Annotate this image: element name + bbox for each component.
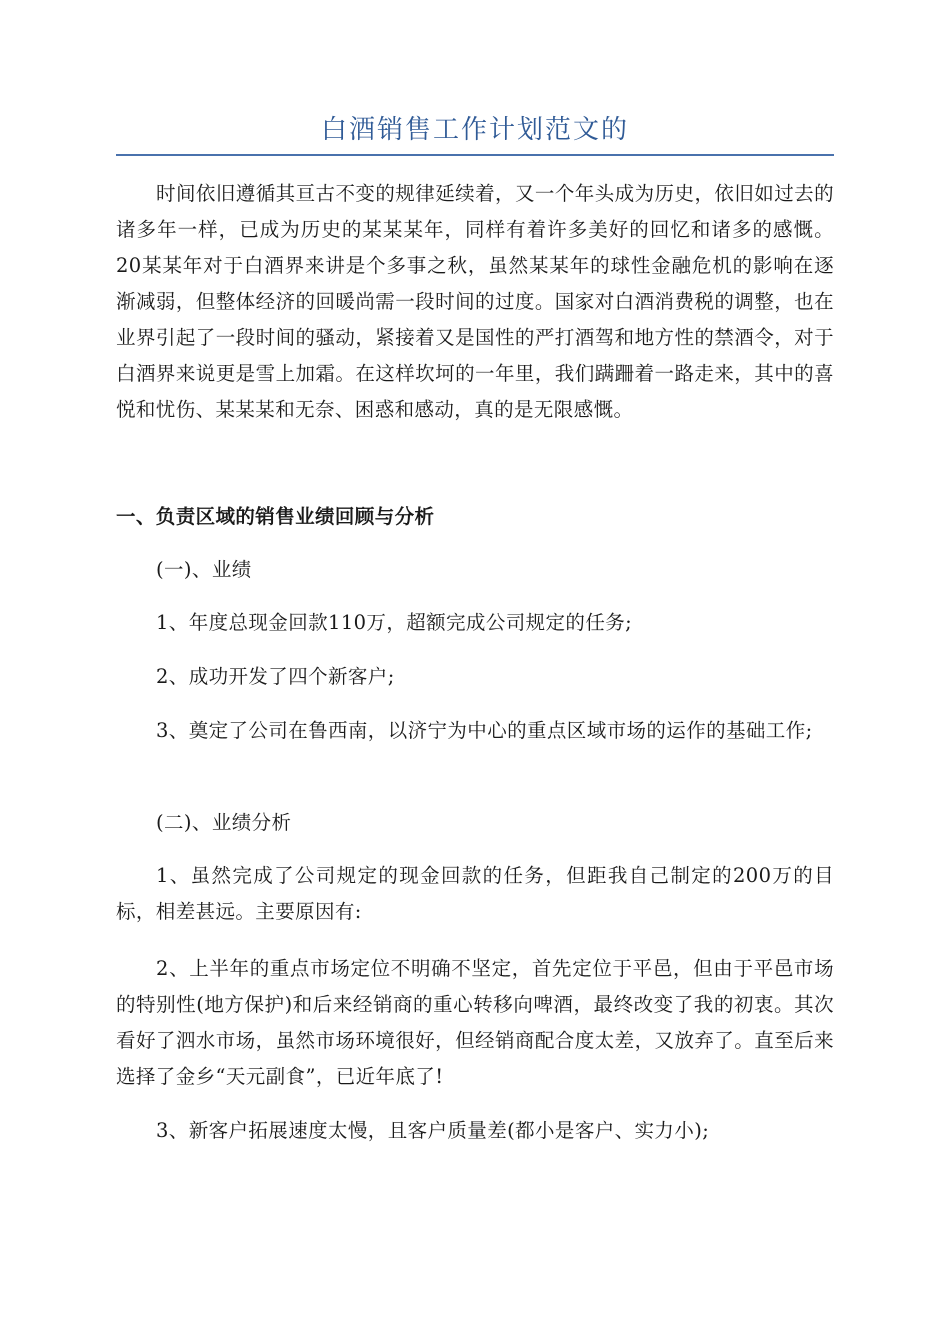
document-title: 白酒销售工作计划范文的 xyxy=(320,115,629,145)
subsection-heading-analysis: (二)、业绩分析 xyxy=(156,811,292,834)
analysis-item-3: 3、新客户拓展速度太慢，且客户质量差(都小是客户、实力小); xyxy=(156,1119,710,1142)
intro-paragraph: 时间依旧遵循其亘古不变的规律延续着，又一个年头成为历史，依旧如过去的诸多年一样，已成为历史的某某某年，同样有着许多美好的回忆和诸多的感慨。20某某年对于白酒界来讲是个多事之秋，虽然某某年的球性金融危机的影响在逐渐减弱，但整体经济的回暖尚需一段时间的过度。国家对白酒消费税的调整，也在业界引起了一段时间的骚动，紧接着又是国性的严打酒驾和地方性的禁酒令，对于白酒界来说更是雪上加霜。在这样坎坷的一年里，我们蹒跚着一路走来，其中的喜悦和忧伤、某某某和无奈、困惑和感动，真的是无限感慨。 xyxy=(116,182,834,421)
analysis-item-2: 2、上半年的重点市场定位不明确不坚定，首先定位于平邑，但由于平邑市场的特别性(地方保护)和后来经销商的重心转移向啤酒，最终改变了我的初衷。其次看好了泗水市场，虽然市场环境很好，但经销商配合度太差，又放弃了。直至后来选择了金乡“天元副食”，已近年底了! xyxy=(116,957,834,1088)
performance-item-2: 2、成功开发了四个新客户; xyxy=(156,665,395,688)
analysis-item-1: 1、虽然完成了公司规定的现金回款的任务，但距我自己制定的200万的目标，相差甚远。主要原因有: xyxy=(116,864,834,923)
performance-item-3: 3、奠定了公司在鲁西南，以济宁为中心的重点区域市场的运作的基础工作; xyxy=(156,719,813,742)
performance-item-1: 1、年度总现金回款110万，超额完成公司规定的任务; xyxy=(156,611,633,634)
subsection-heading-performance: (一)、业绩 xyxy=(156,558,252,581)
title-underline xyxy=(116,154,834,156)
section-heading-1: 一、负责区域的销售业绩回顾与分析 xyxy=(116,505,435,528)
